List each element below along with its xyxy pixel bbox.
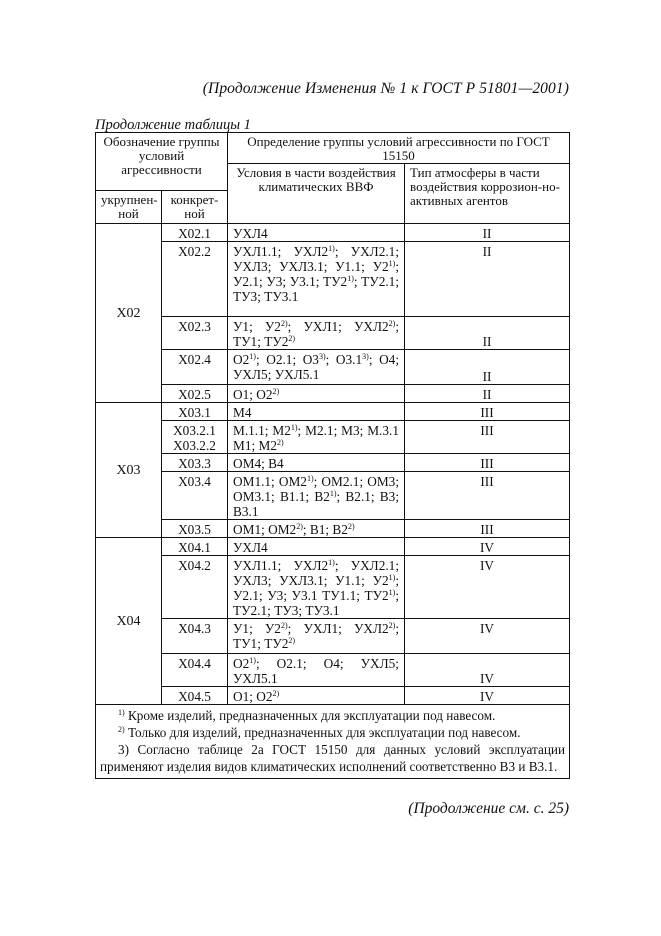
row-code: Х02.2 [162,242,228,317]
table-row [96,619,570,654]
row-conditions: О2$^{1)}$; О2.1; О3$^{3)}$; О3.1$^{3)}$; О4; УХЛ5; УХЛ5.1 [228,350,405,385]
table-row [96,403,570,421]
row-code: Х04.3 [162,619,228,654]
row-conditions: О1; О2$^{2)}$ [228,687,405,705]
head-atmosphere: Тип атмосферы в части воздействия коррозион-но-активных агентов [405,164,570,224]
row-conditions: У1; У2$^{2)}$; УХЛ1; УХЛ2$^{2)}$; ТУ1; ТУ2$^{2)}$ [228,317,405,350]
row-code: Х04.5 [162,687,228,705]
row-atmosphere-type: IV [405,619,570,654]
row-atmosphere-type: II [405,317,570,350]
row-atmosphere-type: II [405,350,570,385]
row-atmosphere-type: III [405,520,570,538]
row-code: Х02.3 [162,317,228,350]
table-row [96,520,570,538]
row-code: Х03.2.1 Х03.2.2 [162,421,228,454]
row-atmosphere-type: III [405,421,570,454]
head-enlarged: укрупнен-ной [96,191,162,224]
row-code: Х02.4 [162,350,228,385]
row-conditions: ОМ1; ОМ2$^{2)}$; В1; В2$^{2)}$ [228,520,405,538]
table-row [96,472,570,520]
row-atmosphere-type: II [405,224,570,242]
row-code: Х02.5 [162,385,228,403]
note-3: 3) Согласно таблице 2а ГОСТ 15150 для данных условий эксплуатации применяют изделия видов климатических исполнений соответственно В3 и В3.1. [100,742,566,774]
row-atmosphere-type: IV [405,538,570,556]
table-row [96,687,570,705]
group-name: Х03 [96,403,162,538]
row-atmosphere-type: II [405,242,570,317]
row-conditions: УХЛ1.1; УХЛ2$^{1)}$; УХЛ2.1; УХЛ3; УХЛ3.1; У1.1; У2$^{1)}$; У2.1; У3; У3.1 ТУ1.1; ТУ2$^{1)}$; ТУ2.1; ТУ3; ТУ3.1 [228,556,405,619]
page-header: (Продолжение Изменения № 1 к ГОСТ Р 51801—2001) [202,80,569,97]
row-conditions: У1; У2$^{2)}$; УХЛ1; УХЛ2$^{2)}$; ТУ1; ТУ2$^{2)}$ [228,619,405,654]
row-conditions: ОМ4; В4 [228,454,405,472]
table-row [96,224,570,242]
table-caption: Продолжение таблицы 1 [95,117,251,133]
row-atmosphere-type: III [405,472,570,520]
head-definition: Определение группы условий агрессивности по ГОСТ 15150 [228,133,570,164]
row-atmosphere-type: IV [405,687,570,705]
table-row [96,350,570,385]
aggressiveness-table [95,132,570,779]
row-conditions: О2$^{1)}$; О2.1; О4; УХЛ5; УХЛ5.1 [228,654,405,687]
row-code: Х03.5 [162,520,228,538]
row-conditions: М.1.1; М2$^{1)}$; М2.1; М3; М.3.1 М1; М2$^{2)}$ [228,421,405,454]
row-conditions: УХЛ4 [228,538,405,556]
row-atmosphere-type: III [405,454,570,472]
row-code: Х03.4 [162,472,228,520]
row-code: Х04.1 [162,538,228,556]
page-footer: (Продолжение см. с. 25) [408,800,569,817]
table-row [96,556,570,619]
row-atmosphere-type: IV [405,556,570,619]
row-atmosphere-type: III [405,403,570,421]
table-row [96,654,570,687]
table-row [96,421,570,454]
head-climatic: Условия в части воздействия климатических ВВФ [228,164,405,224]
table-row [96,242,570,317]
row-conditions: УХЛ1.1; УХЛ2$^{1)}$; УХЛ2.1; УХЛ3; УХЛ3.1; У1.1; У2$^{1)}$; У2.1; У3; У3.1; ТУ2$^{1)}$; ТУ2.1; ТУ3; ТУ3.1 [228,242,405,317]
row-code: Х03.1 [162,403,228,421]
head-specific: конкрет-ной [162,191,228,224]
row-atmosphere-type: II [405,385,570,403]
table-row [96,538,570,556]
row-code: Х04.4 [162,654,228,687]
note-1: $^{1)}$ Кроме изделий, предназначенных для эксплуатации под навесом. [118,708,496,723]
row-conditions: УХЛ4 [228,224,405,242]
row-conditions: М4 [228,403,405,421]
row-atmosphere-type: IV [405,654,570,687]
note-2: $^{2)}$ Только для изделий, предназначенных для эксплуатации под навесом. [118,725,521,740]
group-name: Х04 [96,538,162,705]
row-conditions: О1; О2$^{2)}$ [228,385,405,403]
table-row [96,454,570,472]
row-conditions: ОМ1.1; ОМ2$^{1)}$; ОМ2.1; ОМ3; ОМ3.1; В1.1; В2$^{1)}$; В2.1; В3; В3.1 [228,472,405,520]
row-code: Х03.3 [162,454,228,472]
table-notes [96,705,570,779]
table-row [96,317,570,350]
head-designation: Обозначение группы условий агрессивности [96,133,228,191]
table-row [96,385,570,403]
row-code: Х04.2 [162,556,228,619]
group-name: Х02 [96,224,162,403]
row-code: Х02.1 [162,224,228,242]
